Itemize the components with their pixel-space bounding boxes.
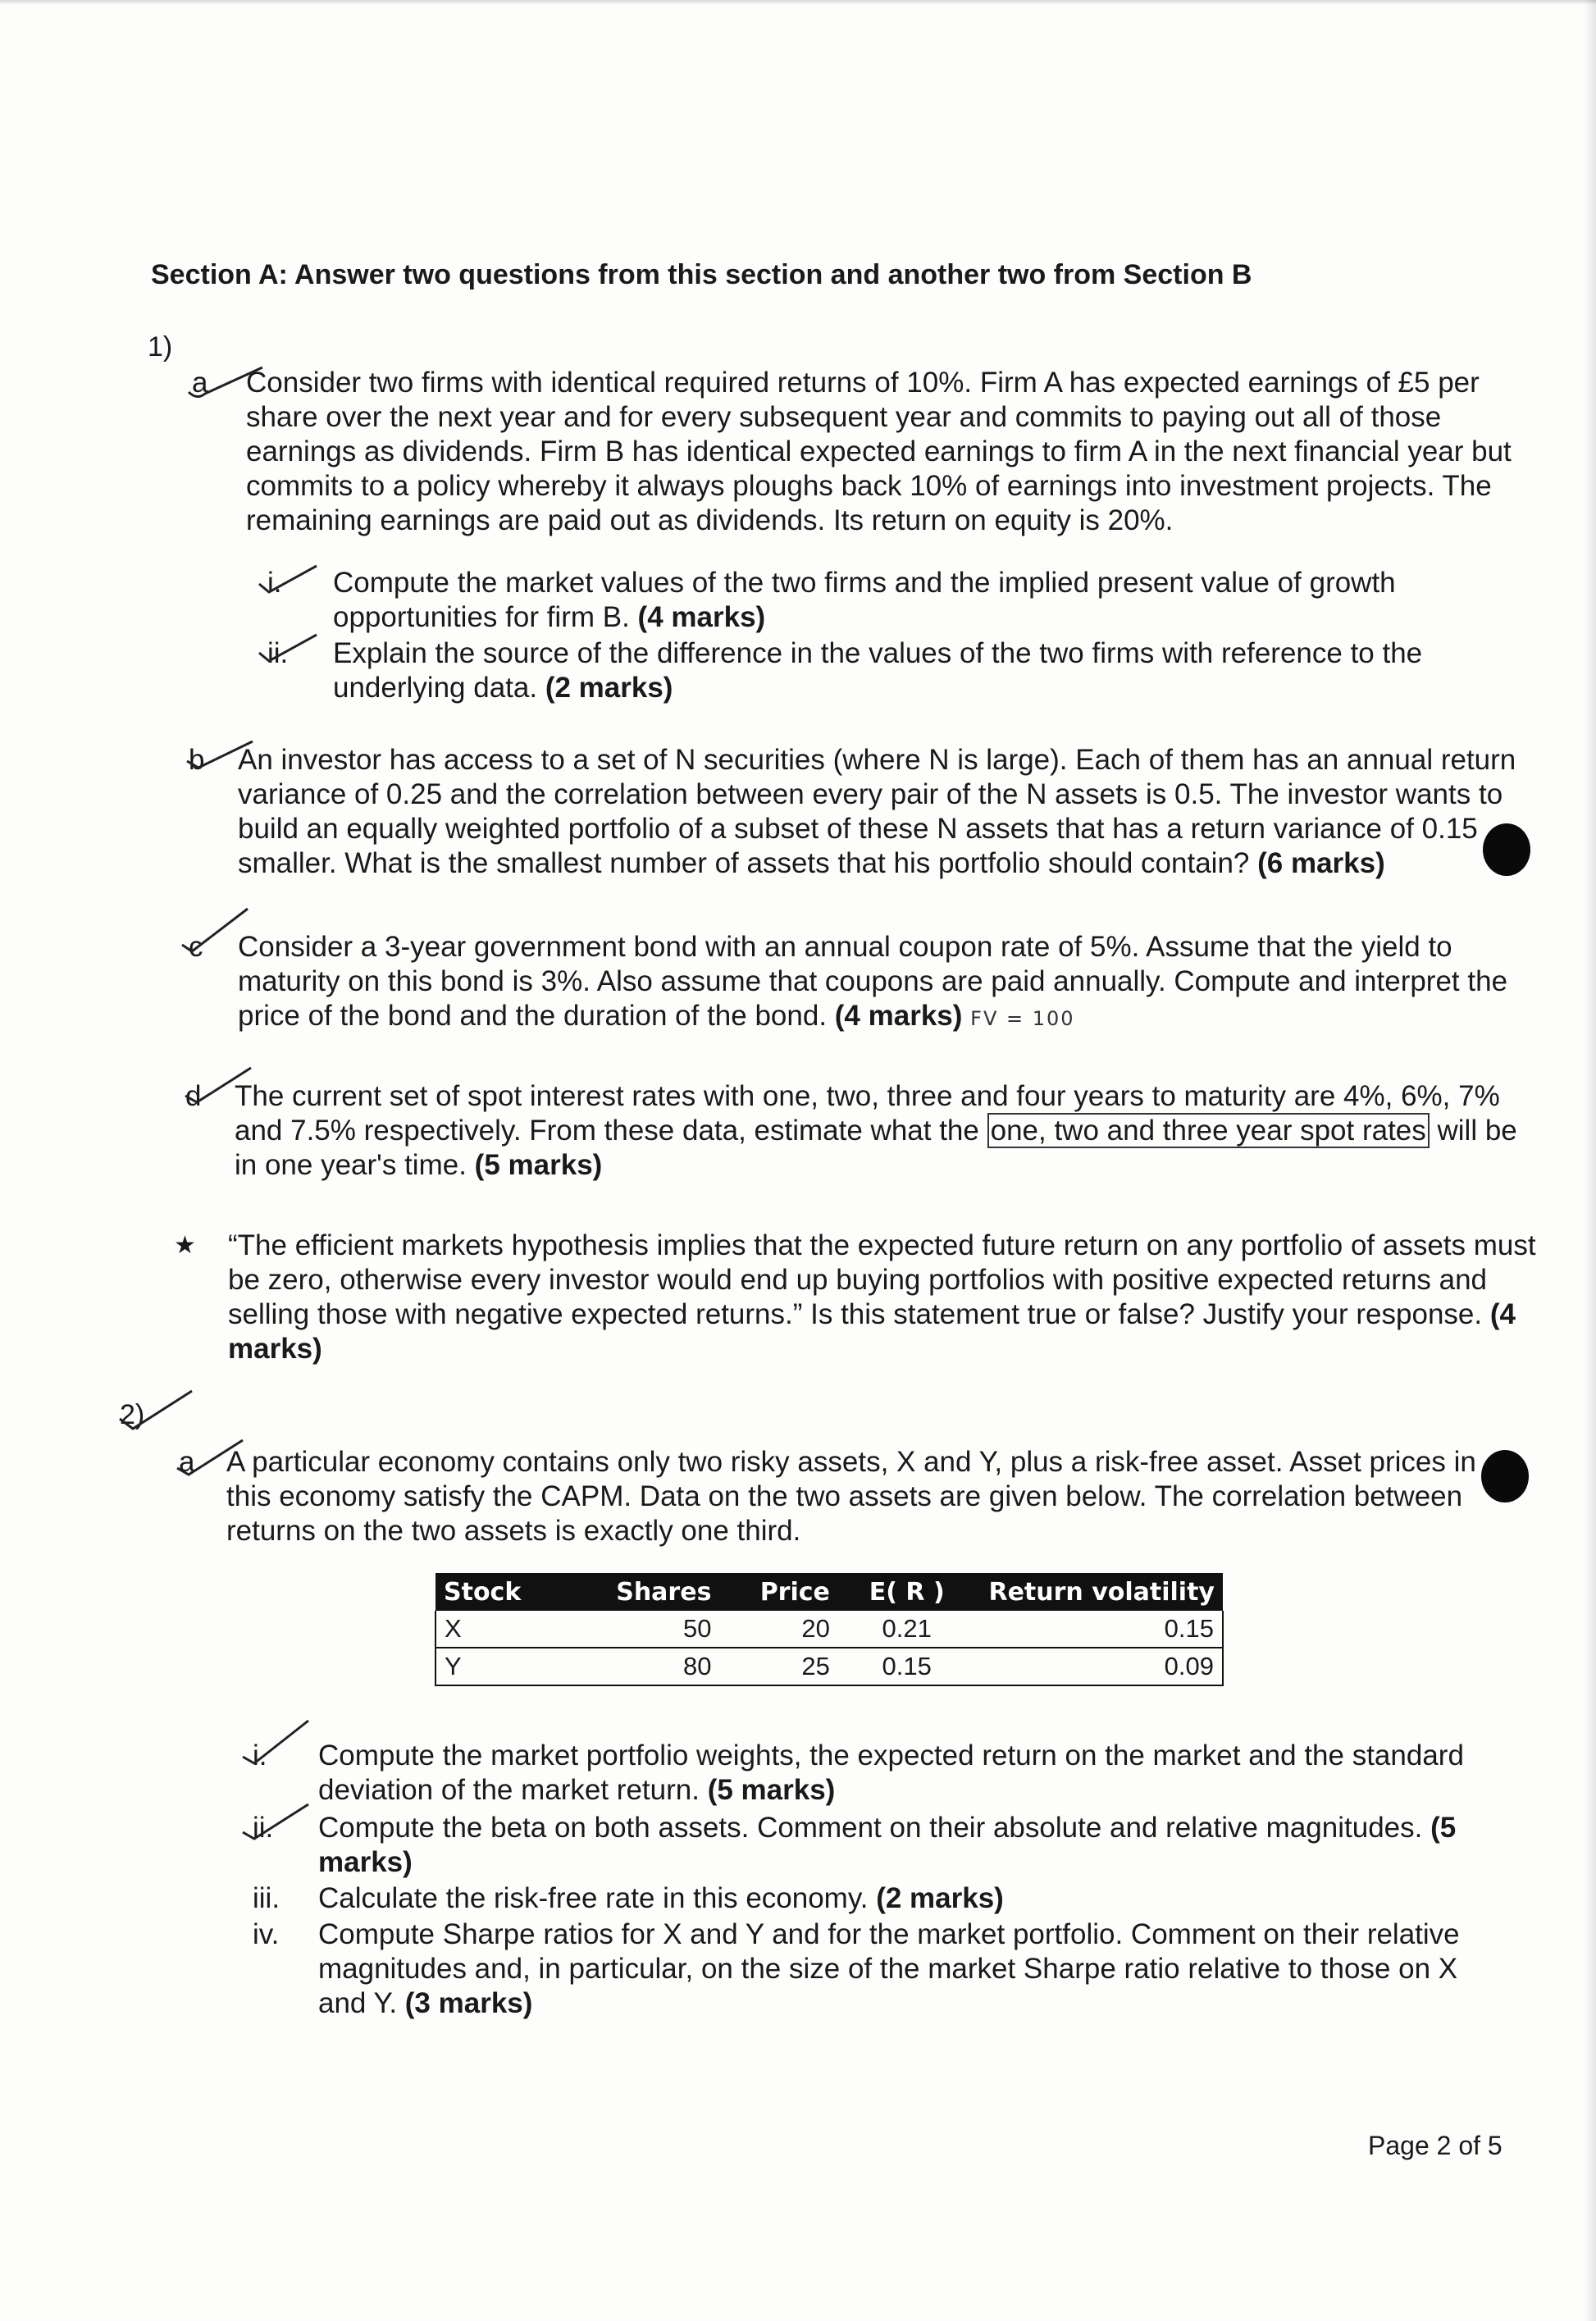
q2a-item-iv-marks: (3 marks) — [404, 1987, 533, 2019]
table-cell-stock: Y — [435, 1648, 584, 1685]
q1a-item-ii-text: Explain the source of the difference in the values of the two firms with reference to the underlying data. — [333, 637, 1423, 704]
q1a-text: Consider two firms with identical required returns of 10%. Firm A has expected earnings of £5 per share over the next year and for every subsequent year and commits to paying out all of those earnings as dividends. Firm B has identical expected earnings to firm A in the next financial year but commits to a policy whereby it always ploughs back 10% of earnings into investment projects. The remaining earnings are paid out as dividends. Its return on equity is 20%. — [246, 367, 1512, 536]
ink-blot-icon — [1481, 1450, 1529, 1502]
scan-top-edge — [0, 0, 1596, 5]
scan-right-edge — [1585, 0, 1596, 2321]
q1b-text — [238, 743, 1542, 881]
page-number: Page 2 of 5 — [1368, 2131, 1503, 2160]
q1a-item-i-marks: (4 marks) — [637, 601, 766, 633]
question-1-number: 1) — [148, 331, 173, 363]
q1a-item-i-number: i. — [267, 567, 282, 599]
q1e-text-body: “The efficient markets hypothesis implies that the expected future return on any portfolio of assets must be zero, otherwise every investor would end up buying portfolios with positive expected returns and selling those with negative expected returns.” Is this statement true or false? Justify your response. — [228, 1229, 1536, 1330]
q1a-item-i — [267, 566, 1465, 635]
q2a-item-iv-text: Compute Sharpe ratios for X and Y and for the market portfolio. Comment on their relative magnitudes and, in particular, on the size of the market Sharpe ratio relative to those on X and Y. — [318, 1918, 1460, 2019]
q1e-paragraph — [174, 1229, 1540, 1366]
table-cell-stock: X — [435, 1611, 584, 1648]
q2a-item-ii-text: Compute the beta on both assets. Comment on their absolute and relative magnitudes. — [318, 1812, 1423, 1844]
q2a-item-iv — [253, 1917, 1491, 2021]
q1e-text — [228, 1229, 1540, 1366]
q1c-paragraph — [189, 930, 1542, 1036]
q1a-item-ii — [267, 636, 1465, 705]
q2a-paragraph — [179, 1445, 1506, 1548]
q2a-item-ii — [253, 1811, 1491, 1880]
q1d-marks: (5 marks) — [474, 1149, 603, 1181]
table-cell-return-volatility: 0.15 — [976, 1611, 1223, 1648]
table-cell-return-volatility: 0.09 — [976, 1648, 1223, 1685]
table-header-price: Price — [719, 1573, 837, 1611]
table-header-stock: Stock — [435, 1573, 584, 1611]
q2a-item-iv-number: iv. — [253, 1918, 280, 1950]
q2a-text: A particular economy contains only two risky assets, X and Y, plus a risk-free asset. Asset prices in this economy satisfy the CAPM. Data on the two assets are given below. The correlation between returns on the two assets is exactly one third. — [226, 1446, 1476, 1547]
q1d-text — [235, 1079, 1539, 1183]
asset-data-table — [435, 1573, 1224, 1686]
q1c-handwritten-note: FV = 100 — [970, 1007, 1075, 1030]
q2a-item-iii — [253, 1881, 1491, 1916]
q1b-label: b — [189, 744, 205, 776]
q2a-item-i-text: Compute the market portfolio weights, the expected return on the market and the standard deviation of the market return. — [318, 1740, 1464, 1806]
table-cell-shares: 50 — [584, 1611, 720, 1648]
table-cell-expected-return: 0.21 — [838, 1611, 976, 1648]
q1d-paragraph — [185, 1079, 1539, 1183]
q1a-item-ii-marks: (2 marks) — [545, 672, 673, 704]
q1a-label: a — [192, 367, 208, 399]
q1a-item-ii-number: ii. — [267, 637, 289, 669]
question-2-number: 2) — [120, 1399, 145, 1430]
q1a-paragraph — [192, 366, 1534, 538]
q1e-marks: (4 marks) — [228, 1298, 1516, 1365]
q1d-label: d — [185, 1080, 202, 1112]
ink-blot-icon — [1483, 823, 1530, 876]
table-header-row — [435, 1573, 1223, 1611]
section-heading: Section A: Answer two questions from this section and another two from Section B — [151, 259, 1252, 290]
q2a-item-i-number: i. — [253, 1740, 267, 1772]
q1c-text — [238, 930, 1542, 1036]
q1a-item-i-text: Compute the market values of the two firms and the implied present value of growth opportunities for firm B. — [333, 567, 1396, 633]
q2a-item-iii-marks: (2 marks) — [876, 1882, 1004, 1914]
table-header-expected-return: E( R ) — [838, 1573, 976, 1611]
q1c-marks: (4 marks) — [834, 1000, 963, 1032]
q2a-label: a — [179, 1446, 195, 1478]
q1c-label: c — [189, 931, 203, 963]
table-row — [435, 1611, 1223, 1648]
q1d-boxed-phrase: one, two and three year spot rates — [987, 1113, 1430, 1148]
table-cell-shares: 80 — [584, 1648, 720, 1685]
q2a-item-iii-text: Calculate the risk-free rate in this economy. — [318, 1882, 869, 1914]
q1e-star-mark: ★ — [174, 1232, 196, 1259]
q2a-item-iii-number: iii. — [253, 1882, 280, 1914]
table-cell-expected-return: 0.15 — [838, 1648, 976, 1685]
table-cell-price: 20 — [719, 1611, 837, 1648]
table-cell-price: 25 — [719, 1648, 837, 1685]
q1d-text-after: will be in one year's time. — [235, 1115, 1517, 1181]
q2a-item-i — [253, 1739, 1491, 1808]
q2a-item-ii-number: ii. — [253, 1812, 274, 1844]
table-row — [435, 1648, 1223, 1685]
q2a-item-i-marks: (5 marks) — [707, 1774, 836, 1806]
table-header-return-volatility: Return volatility — [976, 1573, 1223, 1611]
q1c-text-body: Consider a 3-year government bond with an annual coupon rate of 5%. Assume that the yield to maturity on this bond is 3%. Also assume that coupons are paid annually. Compute and interpret the price of the bond and the duration of the bond. — [238, 931, 1508, 1032]
table-header-shares: Shares — [584, 1573, 720, 1611]
q1b-marks: (6 marks) — [1257, 847, 1385, 879]
q1d-text-before: The current set of spot interest rates with one, two, three and four years to maturity are 4%, 6%, 7% and 7.5% respectively. From these data, estimate what the — [235, 1080, 1500, 1147]
q1b-text-body: An investor has access to a set of N securities (where N is large). Each of them has an annual return variance of 0.25 and the correlation between every pair of the N assets is 0.5. The investor wants to build an equally weighted portfolio of a subset of these N assets that has a return variance of 0.15 smaller. What is the smallest number of assets that his portfolio should contain? — [238, 744, 1516, 879]
q1b-paragraph — [189, 743, 1542, 881]
q2a-item-ii-marks: (5 marks) — [318, 1812, 1457, 1878]
